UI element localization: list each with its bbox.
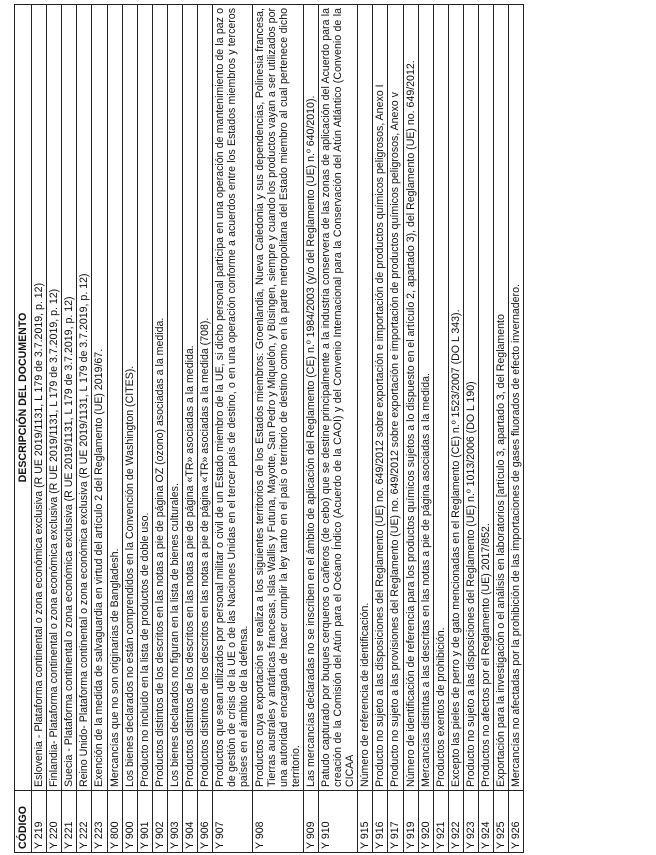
column-header-code: CÓDIGO [15,791,32,853]
row-code: Y 923 [463,791,478,853]
table-body [32,5,524,853]
row-description: Productos exentos de prohibición. [433,5,448,791]
row-code: Y 919 [403,791,418,853]
row-code: Y 917 [388,791,403,853]
rotated-table-container [14,5,638,853]
row-description: Suecia - Plataforma continental o zona económica exclusiva (R UE 2019/1131, L 179 de 3.7.2019, p. 12) [62,5,77,791]
row-code: Y 219 [32,791,47,853]
table-row [137,5,152,853]
row-description: Mercancías no afectadas por la prohibición de las importaciones de gases fluorados de efecto invernadero. [509,5,524,791]
table-row [32,5,47,853]
row-code: Y 800 [107,791,122,853]
row-code: Y 908 [252,791,303,853]
table-row [77,5,92,853]
row-description: Eslovenia - Plataforma continental o zona económica exclusiva (R UE 2019/1131, L 179 de 3.7.2019, p. 12) [32,5,47,791]
row-code: Y 926 [509,791,524,853]
row-description: Mercancías que no son originarias de Bangladesh. [107,5,122,791]
column-header-description: DESCRIPCIÓN DEL DOCUMENTO [15,5,32,791]
row-code: Y 906 [198,791,213,853]
row-description: Producto no sujeto a las disposiciones del Reglamento (UE) no. 649/2012 sobre exportación e importación de productos químicos peligrosos, Anexo I [373,5,388,791]
row-description: Producto no incluido en la lista de productos de doble uso. [137,5,152,791]
row-code: Y 909 [303,791,318,853]
row-code: Y 920 [418,791,433,853]
table-row [418,5,433,853]
row-code: Y 902 [152,791,167,853]
table-row [318,5,357,853]
table-header-row [15,5,32,853]
row-code: Y 915 [358,791,373,853]
row-description: Los bienes declarados no figuran en la lista de bienes culturales. [167,5,182,791]
row-description: Productos distintos de los descritos en las notas a pie de página «TR» asociadas a la medida. [183,5,198,791]
table-row [62,5,77,853]
row-description: Exportación para la investigación o el análisis en laboratorios [artículo 3, apartado 3, del Reglamento [494,5,509,791]
row-code: Y 922 [448,791,463,853]
table-row [388,5,403,853]
code-description-table [14,4,524,853]
row-code: Y 924 [479,791,494,853]
row-description: Productos cuya exportación se realiza a los siguientes territorios de los Estados miembros: Groenlandia, Nueva Caledonia y sus dependencias, Polinesia francesa, Tierras australes y antárticas francesas, Islas Wallis y Futuna, Mayotte, San Pedro y Miquelón, y Büsingen, siempre y cuando los productos vayan a ser utilizados por una autoridad encargada de hacer cumplir la ley tanto en el país o territorio de destino como en la parte metropolitana del Estado miembro al cual pertenece dicho territorio. [252,5,303,791]
row-description: Productos distintos de los descritos en las notas a pie de página OZ (ozono) asociadas a la medida. [152,5,167,791]
row-description: Número de identificación de referencia para los productos químicos sujetos a lo dispuesto en el artículo 2, apartado 3), del Reglamento (UE) no. 649/2012. [403,5,418,791]
table-row [122,5,137,853]
row-code: Y 904 [183,791,198,853]
table-row [448,5,463,853]
row-description: Las mercancías declaradas no se inscriben en el ámbito de aplicación del Reglamento (CE) n.º 1984/2003 (y/o del Reglamento (UE) n.º 640/2010). [303,5,318,791]
row-code: Y 916 [373,791,388,853]
row-description: Patudo capturado por buques cerqueros o cañeros (de cebo) que se destine principalmente a la industria conservera de las zonas de aplicación del Acuerdo para la creación de la Comisión del Atún para el Océano Índico (Acuerdo de la CAOI) y del Convenio Internacional para la Conservación del Atún Atlántico (Convenio de la CICAA [318,5,357,791]
table-row [107,5,122,853]
row-code: Y 910 [318,791,357,853]
table-row [183,5,198,853]
table-row [213,5,252,853]
table-row [92,5,107,853]
table-row [198,5,213,853]
table-row [509,5,524,853]
table-row [47,5,62,853]
table-row [479,5,494,853]
row-description: Producto no sujeto a las disposiciones del Reglamento (UE) n.º 1013/2006 (DO L 190) [463,5,478,791]
row-code: Y 907 [213,791,252,853]
row-description: Productos que sean utilizados por personal militar o civil de un Estado miembro de la UE, si dicho personal participa en una operación de mantenimiento de la paz o de gestión de crisis de la UE o de las Naciones Unidas en el tercer país de destino, o en una operación conforme a acuerdos entre los Estados miembros y terceros países en el ámbito de la defensa. [213,5,252,791]
row-description: Finlandia- Plataforma continental o zona económica exclusiva (R UE 2019/1131, L 179 de 3.7.2019, p. 12) [47,5,62,791]
row-description: Productos no afectos por el Reglamento (UE) 2017/852. [479,5,494,791]
row-description: Mercancías distintas a las descritas en las notas a pie de página asociadas a la medida. [418,5,433,791]
row-code: Y 903 [167,791,182,853]
row-code: Y 900 [122,791,137,853]
row-description: Los bienes declarados no están comprendidos en la Convención de Washington (CITES). [122,5,137,791]
row-description: Exención de la medida de salvaguardia en virtud del artículo 2 del Reglamento (UE) 2019/67. [92,5,107,791]
table-row [373,5,388,853]
table-row [403,5,418,853]
table-row [433,5,448,853]
table-row [152,5,167,853]
row-code: Y 222 [77,791,92,853]
row-description: Número de referencia de identificación. [358,5,373,791]
row-description: Productos distintos de los descritos en las notas a pie de página «TR» asociadas a la medida (708). [198,5,213,791]
row-code: Y 925 [494,791,509,853]
table-row [167,5,182,853]
table-row [252,5,303,853]
table-row [303,5,318,853]
table-row [494,5,509,853]
row-code: Y 220 [47,791,62,853]
row-description: Excepto las pieles de perro y de gato mencionadas en el Reglamento (CE) n.º 1523/2007 (DO L 343). [448,5,463,791]
row-code: Y 901 [137,791,152,853]
row-description: Reino Unido- Plataforma continental o zona económica exclusiva (R UE 2019/1131, L 179 de 3.7.2019, p. 12) [77,5,92,791]
row-code: Y 921 [433,791,448,853]
table-row [358,5,373,853]
row-code: Y 223 [92,791,107,853]
row-code: Y 221 [62,791,77,853]
row-description: Producto no sujeto a las provisiones del Reglamento (UE) no. 649/2012 sobre exportación e importación de productos químicos peligrosos, Anexo v [388,5,403,791]
table-row [463,5,478,853]
